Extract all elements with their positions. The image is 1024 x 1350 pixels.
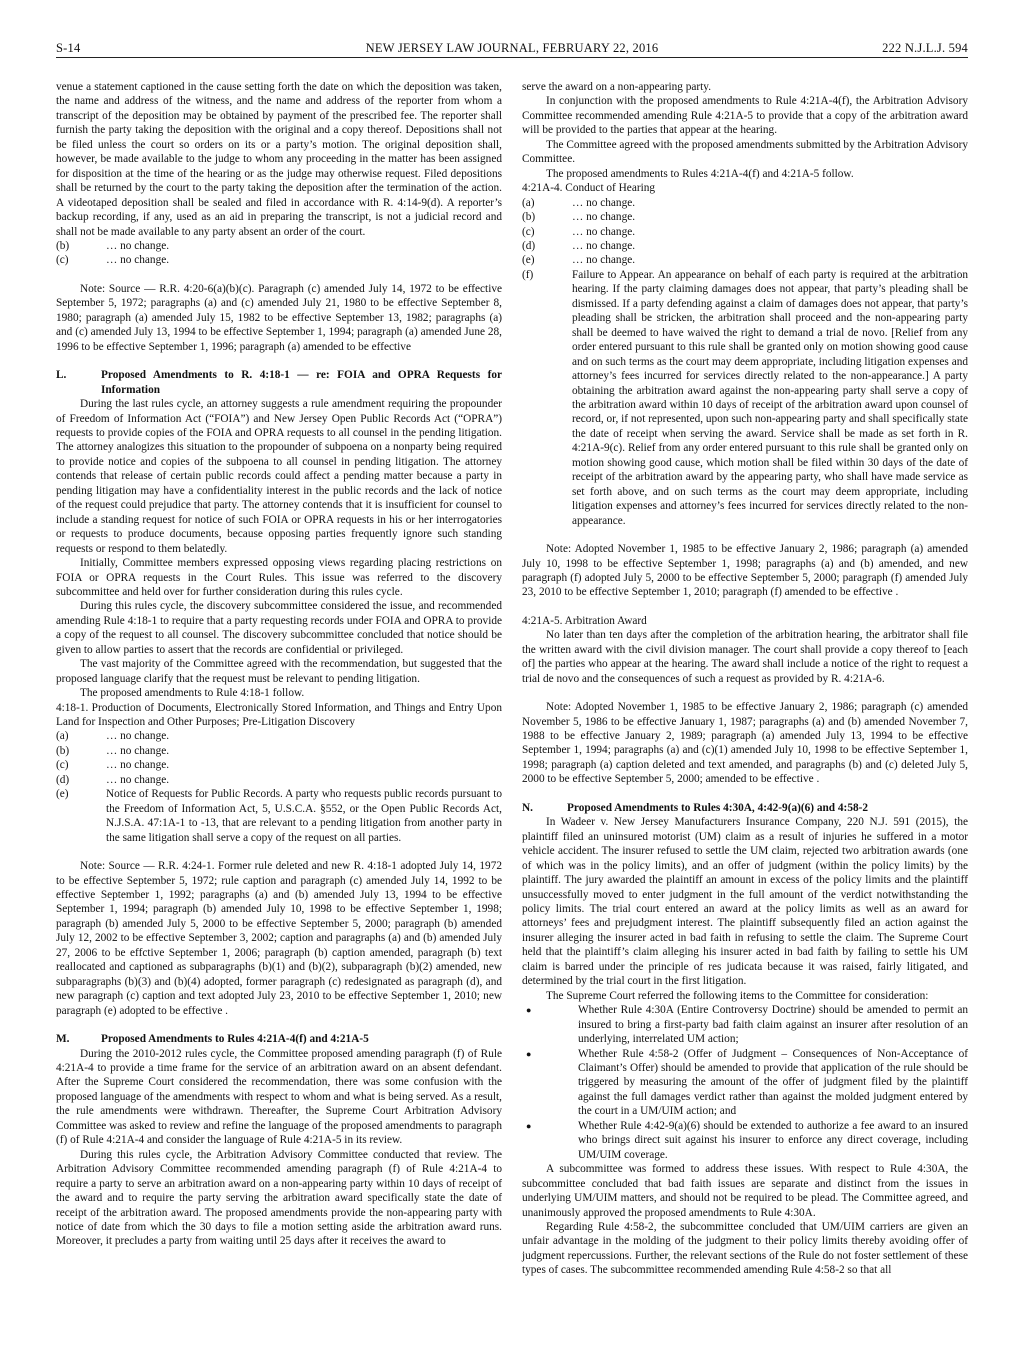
note: Note: Source — R.R. 4:20-6(a)(b)(c). Paragraph (c) amended July 14, 1972 to be effective September 5, 1972; paragraphs (a) and (c) amended July 21, 1980 to be effective September 8, 1980; paragraph (a) amended July 15, 1982 to be effective September 13, 1982; paragraphs (a) and (c) amended July 13, 1994 to be effective September 1, 1994; paragraph (a) amended June 28, 1996 to be effective September 1, 1996; paragraph (a) amended to be effective <box>56 282 502 353</box>
item-text: … no change. <box>106 254 170 267</box>
bullet-icon: ● <box>526 1120 532 1131</box>
list-item <box>56 787 502 845</box>
item-label: (a) <box>522 196 535 209</box>
paragraph: serve the award on a non-appearing party. <box>522 81 712 93</box>
item-text: … no change. <box>572 211 636 224</box>
list-item <box>522 239 968 253</box>
list-item <box>56 239 502 253</box>
paragraph: The Committee agreed with the proposed amendments submitted by the Arbitration Advisory Committee. <box>522 138 968 166</box>
note: Note: Adopted November 1, 1985 to be effective January 2, 1986; paragraph (c) amended November 5, 1986 to be effective January 1, 1987; paragraphs (a) and (b) amended November 7, 1988 to be effective January 2, 1989; paragraph (a) amended July 13, 1994 to be effective September 1, 1994; paragraphs (a) and (c)(1) amended July 10, 1998 to be effective September 1, 1998; paragraph (a) caption deleted and text amended, and paragraphs (b) and (c) deleted July 5, 2000 to be effective September 5, 2000; amended to be effective . <box>522 701 968 786</box>
paragraph: During this rules cycle, the discovery subcommittee considered the issue, and recommended amending Rule 4:18-1 to require that a party requesting records under FOIA and OPRA to provide a copy of the request to all counsel. The discovery subcommittee concluded that notice should be given to allow parties to assert that the records are confidential or privileged. <box>56 600 502 656</box>
section-label: L. <box>56 369 67 382</box>
bullet-icon: ● <box>526 1048 532 1059</box>
item-label: (e) <box>56 788 69 801</box>
item-label: (b) <box>56 239 70 252</box>
list-item <box>56 758 502 772</box>
section-label: M. <box>56 1033 70 1046</box>
item-label: (d) <box>522 239 536 252</box>
item-label: (e) <box>522 254 535 267</box>
item-text: … no change. <box>106 730 170 743</box>
list-item <box>56 744 502 758</box>
right-column <box>522 80 968 1278</box>
list-item <box>56 253 502 267</box>
section-heading <box>56 368 502 397</box>
list-item <box>522 268 968 528</box>
item-text: … no change. <box>572 254 636 267</box>
item-label: (b) <box>522 211 536 224</box>
paragraph: Regarding Rule 4:58-2, the subcommittee concluded that UM/UIM carriers are given an unfair advantage in the molding of the judgment to their policy limits thereby avoiding offer of judgment repercussions. Further, the relevant sections of the Rule do not foster settlement of these types of cases. The subcommittee recommended amending Rule 4:58-2 so that all <box>522 1220 968 1277</box>
paragraph: The proposed amendments to Rule 4:18-1 follow. <box>80 687 305 700</box>
item-label: (a) <box>56 730 69 743</box>
item-text: … no change. <box>106 773 170 786</box>
rule-caption: 4:21A-5. Arbitration Award <box>522 614 647 627</box>
section-heading <box>56 1032 502 1046</box>
item-text: Failure to Appear. An appearance on behalf of each party is required at the arbitration hearing. If the party claiming damages does not appear, that party’s pleading shall be dismissed. If a party defending against a claim of damages does not appear, that party’s pleading shall be stricken, the arbitration shall proceed and the non-appearing party shall be deemed to have waived the right to demand a trial de novo. [Relief from any order entered pursuant to this rule shall be granted only on motion showing good cause and on such terms as the court may deem appropriate, including litigation expenses and attorney’s fees incurred for services directly related to the non-appearance.] A party obtaining the arbitration award against the non-appearing party shall serve a copy of the arbitration award within 10 days of receipt of the arbitration award upon counsel of record, or, if not represented, upon such non-appearing party and shall specifically state the date of receipt when serving the award. Service shall be made as set forth in R. 4:21A-9(c). Relief from any order entered pursuant to this rule shall be granted only on motion showing good cause, which motion shall be filed within 30 days of the date of receipt of the arbitration award by the appearing party, who shall have made service as set forth above, and on such terms as the court may deem appropriate, including litigation expenses and attorney’s fees incurred for services directly related to the non-appearance. <box>572 268 968 527</box>
item-label: (f) <box>522 268 534 281</box>
bullet-item <box>522 1047 968 1119</box>
bullet-text: Whether Rule 4:42-9(a)(6) should be extended to authorize a fee award to an insured who brings direct suit against his insurer to enforce any direct coverage, including UM/UIM coverage. <box>578 1119 968 1161</box>
item-text: … no change. <box>106 759 170 772</box>
list-item <box>522 210 968 224</box>
item-label: (b) <box>56 744 70 757</box>
bullet-item <box>522 1003 968 1046</box>
paragraph: During the 2010-2012 rules cycle, the Committee proposed amending paragraph (f) of Rule 4:21A-4 to provide a time frame for the service of an arbitration award on an absent defendant. After the Supreme Court considered the recommendation, there was some confusion with the proposed language of the amendments with respect to whom and what is being served. As a result, the rule amendments were withdrawn. Thereafter, the Supreme Court Arbitration Advisory Committee was asked to review and refine the language of the proposed amendments to paragraph (f) of Rule 4:21A-4 and consider the language of Rule 4:21A-5 in its review. <box>56 1047 502 1147</box>
paragraph: venue a statement captioned in the cause setting forth the date on which the deposition was taken, the name and address of the witness, and the name and address of the reporter from whom a transcript of the deposition may be obtained by payment of the prescribed fee. The reporter shall furnish the party taking the deposition with the original and a copy thereof. Depositions shall not be filed unless the court so orders on its or a party’s motion. The original deposition shall, however, be made available to the judge to whom any proceeding in the matter has been assigned for disposition at the time of the hearing or as the judge may otherwise request. Filed depositions shall be returned by the court to the party taking the deposition after the termination of the action. A videotaped deposition shall be sealed and filed in accordance with R. 4:14-9(d). A reporter’s backup recording, if any, used as an aid in preparing the transcript, is not a judicial record and shall not be made available to any party absent an order of the court. <box>56 81 502 238</box>
item-label: (c) <box>56 254 69 267</box>
list-item <box>56 729 502 743</box>
list-item <box>522 225 968 239</box>
running-header <box>56 41 968 57</box>
paragraph: During this rules cycle, the Arbitration Advisory Committee conducted that review. The Arbitration Advisory Committee recommended amending paragraph (f) of Rule 4:21A-4 to require a party to serve an arbitration award on a non-appearing party within 10 days of receipt of the award and to require the party serving the arbitration award specifically state the date of receipt of the arbitration award. The proposed amendments provide the non-appearing party with notice of date from which the 30 days to file a motion setting aside the arbitration award runs. Moreover, it precludes a party from waiting until 25 days after it receives the award to <box>56 1148 502 1248</box>
paragraph: The Supreme Court referred the following items to the Committee for consideration: <box>546 989 929 1002</box>
item-text: … no change. <box>572 225 636 238</box>
paragraph: The proposed amendments to Rules 4:21A-4(f) and 4:21A-5 follow. <box>546 167 854 180</box>
paragraph: During the last rules cycle, an attorney suggests a rule amendment requiring the propounder of Freedom of Information Act (“FOIA”) and New Jersey Open Public Records Act (“OPRA”) requests to provide copies of the FOIA and OPRA requests to all counsel in the pending litigation. The attorney analogizes this situation to the propounder of subpoena on a nonparty being required to provide notice and copies of the subpoena to all counsel in pending litigation. The attorney contends that release of certain public records could affect a pending matter because a party in pending litigation may have a confidentiality interest in the public records and the lack of notice of the request could prejudice that party. The attorney contends that it is insufficient for counsel to include a standing request for notice of such FOIA or OPRA requests in his or her interrogatories or requests to produce documents, because opposing parties frequently ignore such standing requests or respond to them belatedly. <box>56 398 502 555</box>
item-text: Notice of Requests for Public Records. A party who requests public records pursuant to the Freedom of Information Act, 5, U.S.C.A. §552, or the Open Public Records Act, N.J.S.A. 47:1A-1 to -13, that are relevant to a pending litigation from another party in the same litigation shall serve a copy of the request on all parties. <box>106 788 502 844</box>
section-title: Proposed Amendments to R. 4:18-1 — re: FOIA and OPRA Requests for Information <box>101 369 502 396</box>
rule-caption: 4:21A-4. Conduct of Hearing <box>522 182 656 195</box>
header-rule <box>56 57 968 58</box>
section-label: N. <box>522 801 533 814</box>
paragraph: In conjunction with the proposed amendments to Rule 4:21A-4(f), the Arbitration Advisory Committee recommended amending Rule 4:21A-5 to provide that a copy of the arbitration award will be provided to the parties that appear at the hearing. <box>522 95 968 137</box>
left-column <box>56 80 502 1249</box>
item-label: (d) <box>56 773 70 786</box>
item-text: … no change. <box>106 744 170 757</box>
page-label: S-14 <box>56 41 81 55</box>
item-text: … no change. <box>572 196 636 209</box>
item-text: … no change. <box>572 239 636 252</box>
item-label: (c) <box>522 225 535 238</box>
paragraph: The vast majority of the Committee agreed with the recommendation, but suggested that the proposed language clarify that the request must be relevant to pending litigation. <box>56 658 502 685</box>
bullet-text: Whether Rule 4:30A (Entire Controversy Doctrine) should be amended to permit an insured to bring a first-party bad faith claim against an insurer after resolution of an underlying, interrelated UM action; <box>578 1004 968 1046</box>
bullet-item <box>522 1119 968 1162</box>
note: Note: Adopted November 1, 1985 to be effective January 2, 1986; paragraph (a) amended July 10, 1998 to be effective September 1, 1998; paragraphs (a) and (b) amended, and new paragraph (f) adopted July 5, 2000 to be effective September 5, 2000; paragraph (f) amended July 23, 2010 to be effective September 1, 2010; paragraph (f) amended to be effective . <box>522 543 968 599</box>
list-item <box>522 253 968 267</box>
section-title: Proposed Amendments to Rules 4:21A-4(f) and 4:21A-5 <box>101 1033 369 1046</box>
rule-caption: 4:18-1. Production of Documents, Electronically Stored Information, and Things and Entry Upon Land for Inspection and Other Purposes; Pre-Litigation Discovery <box>56 701 502 729</box>
paragraph: Initially, Committee members expressed opposing views regarding placing restrictions on FOIA or OPRA requests in the Court Rules. This issue was referred to the discovery subcommittee and held over for further consideration during this rules cycle. <box>56 557 502 598</box>
list-item <box>56 773 502 787</box>
list-item <box>522 196 968 210</box>
section-heading <box>522 801 968 815</box>
bullet-text: Whether Rule 4:58-2 (Offer of Judgment – Consequences of Non-Acceptance of Claimant’s Offer) should be amended to provide that application of the rule should be triggered by measuring the amount of the offer of judgment filed by the plaintiff against the full damages verdict rather than against the molded judgment entered by the court in a UM/UIM action; and <box>578 1047 968 1118</box>
paragraph: A subcommittee was formed to address these issues. With respect to Rule 4:30A, the subcommittee concluded that bad faith issues are separate and distinct from the issues in underlying UM/UIM matters, and should not be required to be plead. The Committee agreed, and unanimously approved the proposed amendments to Rule 4:30A. <box>522 1163 968 1219</box>
publication-title: NEW JERSEY LAW JOURNAL, FEBRUARY 22, 2016 <box>365 41 659 55</box>
note: Note: Source — R.R. 4:24-1. Former rule deleted and new R. 4:18-1 adopted July 14, 1972 to be effective September 5, 1972; rule caption and paragraph (c) amended July 14, 1992 to be effective September 1, 1992; paragraphs (a) and (b) amended July 13, 1994 to be effective September 1, 1994; paragraph (b) amended July 10, 1998 to be effective September 1, 1998; paragraph (b) amended July 5, 2000 to be effective September 5, 2000; paragraph (b) amended July 12, 2002 to be effective September 3, 2002; caption and paragraphs (a) and (b) amended July 27, 2006 to be effctive September 1, 2006; paragraph (b) caption amended, paragraph (b) text reallocated and captioned as subparagraphs (b)(1) and (b)(2), subparagraph (b)(2) amended, new subparagraphs (b)(3) and (b)(4) adopted, former paragraph (c) redesignated as paragraph (d), and new paragraph (c) caption and text adopted July 23, 2010 to be effective September 1, 2010; new paragraph (e) adopted to be effective . <box>56 860 502 1017</box>
citation: 222 N.J.L.J. 594 <box>882 41 968 55</box>
section-title: Proposed Amendments to Rules 4:30A, 4:42-9(a)(6) and 4:58-2 <box>567 801 869 814</box>
item-label: (c) <box>56 759 69 772</box>
paragraph: No later than ten days after the completion of the arbitration hearing, the arbitrator shall file the written award with the civil division manager. The court shall provide a copy thereof to [each of] the parties who appear at the hearing. The award shall include a notice of the right to request a trial de novo and the consequences of such a request as provided by R. 4:21A-6. <box>522 629 968 685</box>
bullet-icon: ● <box>526 1005 532 1016</box>
paragraph: In Wadeer v. New Jersey Manufacturers Insurance Company, 220 N.J. 591 (2015), the plaintiff filed an uninsured motorist (UM) claim as a result of injuries he suffered in a motor vehicle accident. The insurer refused to settle the UM claim, rejected two arbitration awards (one of which was in the policy limits), and an offer of judgment (within the policy limits) by the plaintiff. The jury awarded the plaintiff an amount in excess of the policy limits and the plaintiff unsuccessfully moved to enter judgment in the full amount of the verdict notwithstanding the policy limits. The trial court entered an award at the policy limits as well as an award for attorneys’ fees and prejudgment interest. The plaintiff subsequently filed an action against the insurer alleging the insurer acted in bad faith in refusing to settle the claim. The Supreme Court held that the plaintiff’s claim alleging his insurer acted in bad faith by failing to settle his UM claim is barred under the principle of res judicata because it was raised, fairly litigated, and determined by the trial court in the first litigation. <box>522 816 968 988</box>
item-text: … no change. <box>106 239 170 252</box>
